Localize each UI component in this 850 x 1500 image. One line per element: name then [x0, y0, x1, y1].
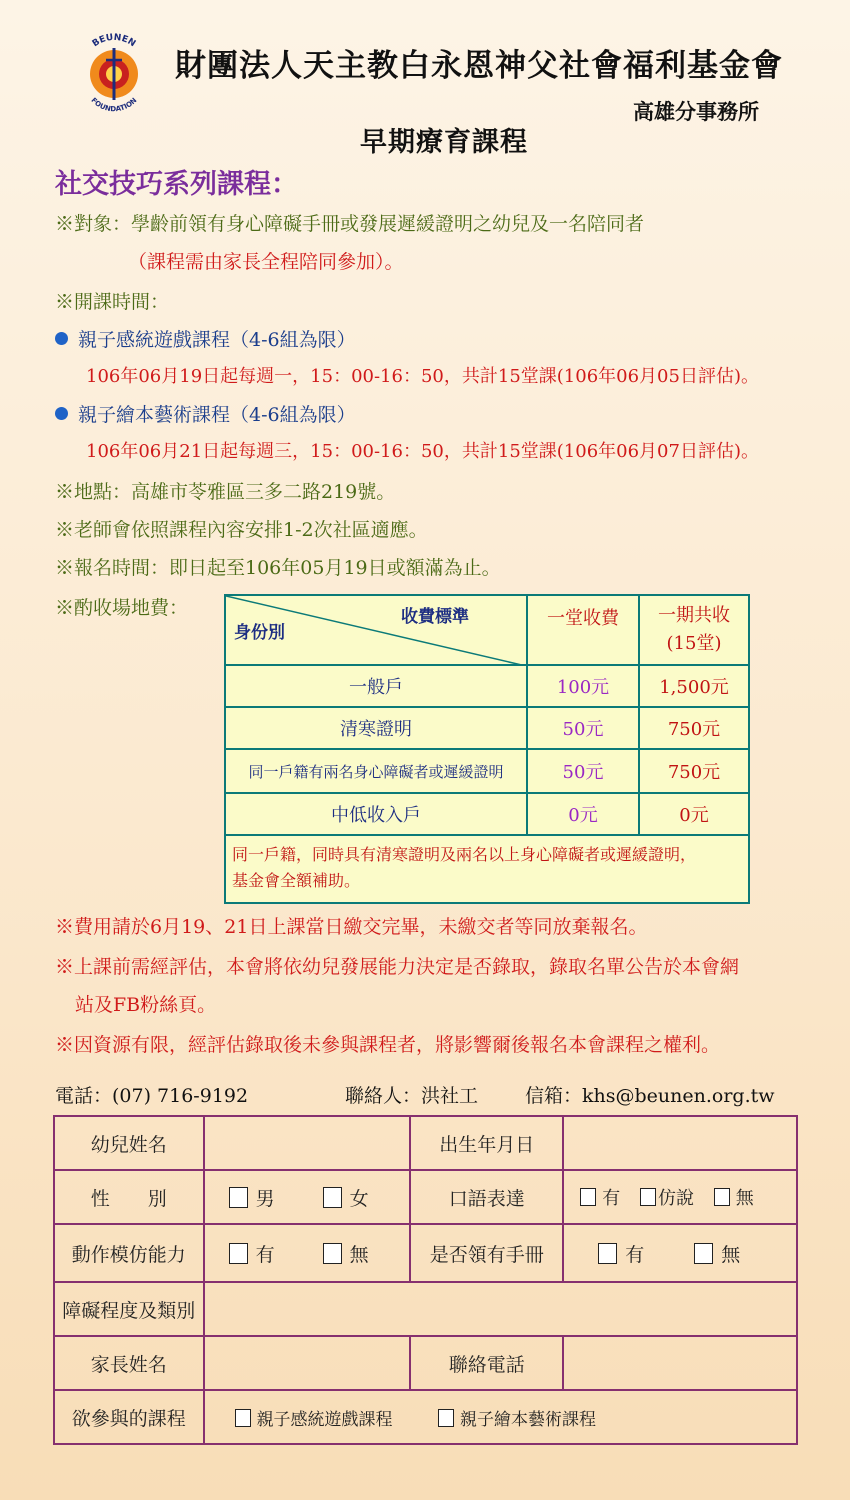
checkbox-icon[interactable]: [640, 1188, 656, 1206]
fee-per-session: 50元: [527, 707, 639, 749]
parent-name-field[interactable]: [204, 1336, 411, 1390]
series-title: 社交技巧系列課程：: [55, 169, 298, 200]
contact-person: 聯絡人：洪社工: [345, 1085, 479, 1107]
speech-yes-option[interactable]: 有: [580, 1188, 620, 1209]
disability-field[interactable]: [204, 1282, 797, 1336]
schedule-label: ※開課時間：: [55, 291, 170, 313]
imitation-options: [204, 1224, 411, 1282]
fee-per-session: 0元: [527, 793, 639, 835]
checkbox-icon[interactable]: [438, 1409, 454, 1427]
notice-payment: ※費用請於6月19、21日上課當日繳交完畢，未繳交者等同放棄報名。: [55, 916, 648, 938]
course-title: 早期療育課程: [360, 127, 528, 158]
fee-note-line1: 同一戶籍，同時具有清寒證明及兩名以上身心障礙者或遲緩證明，: [232, 845, 697, 864]
foundation-logo: [76, 30, 152, 116]
fee-full: 1,500元: [639, 665, 749, 707]
fee-identity: 同一戶籍有兩名身心障礙者或遲緩證明: [225, 749, 527, 793]
birthday-label: 出生年月日: [410, 1116, 563, 1170]
checkbox-icon[interactable]: [323, 1187, 342, 1208]
handbook-options: [563, 1224, 797, 1282]
checkbox-icon[interactable]: [229, 1243, 248, 1264]
bullet-dot-icon: [55, 407, 68, 420]
fee-full: 750元: [639, 707, 749, 749]
fee-identity: 中低收入戶: [225, 793, 527, 835]
checkbox-icon[interactable]: [694, 1243, 713, 1264]
branch-office: 高雄分事務所: [633, 100, 759, 124]
fee-identity: 清寒證明: [225, 707, 527, 749]
logo-bottom-text: FOUNDATION: [89, 96, 139, 114]
course1-title-text: 親子感統遊戲課程（4-6組為限）: [78, 329, 356, 351]
header-per-session: 一堂收費: [527, 595, 639, 665]
course-option-sensory[interactable]: 親子感統遊戲課程: [235, 1410, 393, 1430]
signup-period: ※報名時間：即日起至106年05月19日或額滿為止。: [55, 557, 501, 579]
checkbox-icon[interactable]: [714, 1188, 730, 1206]
fee-row: [225, 665, 749, 707]
gender-options: [204, 1170, 411, 1224]
fee-per-session: 50元: [527, 749, 639, 793]
handbook-label: 是否領有手冊: [410, 1224, 563, 1282]
desired-course-label: 欲參與的課程: [54, 1390, 204, 1444]
org-title: 財團法人天主教白永恩神父社會福利基金會: [175, 48, 783, 84]
fee-identity: 一般戶: [225, 665, 527, 707]
checkbox-icon[interactable]: [229, 1187, 248, 1208]
fee-per-session: 100元: [527, 665, 639, 707]
desired-course-options: [204, 1390, 797, 1444]
checkbox-icon[interactable]: [323, 1243, 342, 1264]
fee-row: [225, 793, 749, 835]
speech-options: [563, 1170, 797, 1224]
parent-name-label: 家長姓名: [54, 1336, 204, 1390]
fee-row: [225, 749, 749, 793]
fee-note: [225, 835, 749, 903]
course2-title: [55, 400, 356, 427]
imitation-no-option[interactable]: 無: [323, 1244, 369, 1266]
disability-label: 障礙程度及類別: [54, 1282, 204, 1336]
fee-note-line2: 基金會全額補助。: [232, 871, 361, 890]
course-option-picturebook[interactable]: 親子繪本藝術課程: [438, 1410, 596, 1430]
header-full-line2: (15堂): [666, 633, 722, 654]
fee-label: ※酌收場地費：: [55, 597, 189, 619]
fee-full: 750元: [639, 749, 749, 793]
contact-phone-label: 聯絡電話: [410, 1336, 563, 1390]
contact-email: 信箱：khs@beunen.org.tw: [525, 1085, 775, 1107]
gender-male-option[interactable]: 男: [229, 1188, 275, 1210]
contact-phone-field[interactable]: [563, 1336, 797, 1390]
notice-resource: ※因資源有限，經評估錄取後未參與課程者，將影響爾後報名本會課程之權利。: [55, 1034, 721, 1056]
speech-label: 口語表達: [410, 1170, 563, 1224]
target-line2: （課程需由家長全程陪同參加）。: [128, 251, 404, 273]
gender-label: 性 別: [54, 1170, 204, 1224]
course1-detail: 106年06月19日起每週一，15：00-16：50，共計15堂課(106年06月05日評估)。: [86, 366, 759, 387]
course2-detail: 106年06月21日起每週三，15：00-16：50，共計15堂課(106年06月07日評估)。: [86, 441, 759, 462]
imitation-yes-option[interactable]: 有: [229, 1244, 275, 1266]
location: ※地點：高雄市苓雅區三多二路219號。: [55, 481, 396, 503]
speech-no-option[interactable]: 無: [714, 1188, 754, 1209]
imitation-label: 動作模仿能力: [54, 1224, 204, 1282]
notice-evaluation-line1: ※上課前需經評估，本會將依幼兒發展能力決定是否錄取，錄取名單公告於本會網: [55, 956, 740, 978]
course2-title-text: 親子繪本藝術課程（4-6組為限）: [78, 404, 356, 426]
header-full-term: [639, 595, 749, 665]
contact-phone: 電話：(07) 716-9192: [55, 1085, 249, 1107]
notice-evaluation-line2: 站及FB粉絲頁。: [75, 994, 217, 1016]
checkbox-icon[interactable]: [580, 1188, 596, 1206]
speech-imitate-option[interactable]: 仿說: [640, 1188, 694, 1209]
target-line1: ※對象：學齡前領有身心障礙手冊或發展遲緩證明之幼兒及一名陪同者: [55, 213, 645, 235]
checkbox-icon[interactable]: [598, 1243, 617, 1264]
header-full-line1: 一期共收: [658, 605, 730, 626]
svg-text:BEUNEN: [91, 33, 137, 49]
community-note: ※老師會依照課程內容安排1-2次社區適應。: [55, 519, 428, 541]
birthday-field[interactable]: [563, 1116, 797, 1170]
child-name-label: 幼兒姓名: [54, 1116, 204, 1170]
handbook-yes-option[interactable]: 有: [598, 1244, 644, 1266]
course1-title: [55, 325, 356, 352]
header-identity: 身份別: [234, 623, 285, 643]
checkbox-icon[interactable]: [235, 1409, 251, 1427]
header-standard: 收費標準: [401, 607, 469, 627]
logo-top-text: BEUNEN: [90, 32, 138, 50]
fee-header-diagonal-cell: [225, 595, 527, 665]
fee-row: [225, 707, 749, 749]
fee-full: 0元: [639, 793, 749, 835]
fee-table: [224, 594, 750, 904]
registration-form: [53, 1115, 798, 1445]
bullet-dot-icon: [55, 332, 68, 345]
gender-female-option[interactable]: 女: [323, 1188, 369, 1210]
child-name-field[interactable]: [204, 1116, 411, 1170]
handbook-no-option[interactable]: 無: [694, 1244, 740, 1266]
